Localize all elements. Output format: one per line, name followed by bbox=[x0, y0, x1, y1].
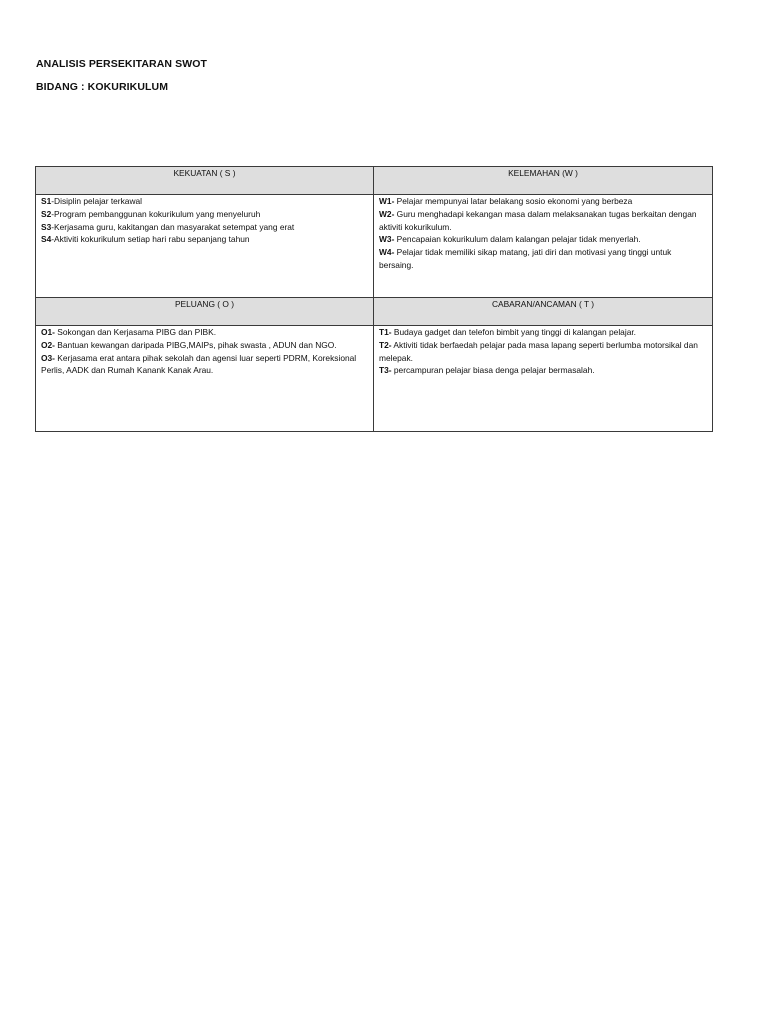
strengths-header: KEKUATAN ( S ) bbox=[36, 167, 374, 195]
document-title: ANALISIS PERSEKITARAN SWOT bbox=[36, 58, 207, 70]
opportunity-item: O2- Bantuan kewangan daripada PIBG,MAIPs, pihak swasta , ADUN dan NGO. bbox=[41, 339, 337, 350]
weaknesses-header: KELEMAHAN (W ) bbox=[374, 167, 713, 195]
swot-table bbox=[35, 166, 713, 432]
strength-item: S4-Aktiviti kokurikulum setiap hari rabu sepanjang tahun bbox=[41, 234, 250, 245]
threats-cell bbox=[374, 326, 713, 432]
opportunity-item: O1- Sokongan dan Kerjasama PIBG dan PIBK. bbox=[41, 327, 217, 337]
threat-item: T2- Aktiviti tidak berfaedah pelajar pada masa lapang seperti berlumba motorsikal dan melepak. bbox=[379, 339, 698, 363]
opportunity-item: O3- Kerjasama erat antara pihak sekolah dan agensi luar seperti PDRM, Koreksional Perlis, AADK dan Rumah Kanank Kanak Arau. bbox=[41, 352, 357, 376]
strength-item: S2-Program pembanggunan kokurikulum yang menyeluruh bbox=[41, 208, 261, 219]
weakness-item: W2- Guru menghadapi kekangan masa dalam melaksanakan tugas berkaitan dengan aktiviti kokurikulum. bbox=[379, 208, 697, 232]
swot-header-row-sw bbox=[36, 167, 713, 195]
strength-item: S1-Disiplin pelajar terkawal bbox=[41, 196, 143, 206]
strength-item: S3-Kerjasama guru, kakitangan dan masyarakat setempat yang erat bbox=[41, 221, 295, 232]
opportunities-cell bbox=[36, 326, 374, 432]
swot-content-row-ot bbox=[36, 326, 713, 432]
weaknesses-cell bbox=[374, 195, 713, 298]
swot-header-row-ot bbox=[36, 298, 713, 326]
document-subtitle: BIDANG : KOKURIKULUM bbox=[36, 81, 169, 93]
swot-content-row-sw bbox=[36, 195, 713, 298]
weakness-item: W1- Pelajar mempunyai latar belakang sosio ekonomi yang berbeza bbox=[379, 196, 633, 206]
threat-item: T1- Budaya gadget dan telefon bimbit yang tinggi di kalangan pelajar. bbox=[379, 327, 637, 337]
opportunities-header: PELUANG ( O ) bbox=[36, 298, 374, 326]
strengths-cell bbox=[36, 195, 374, 298]
threats-header: CABARAN/ANCAMAN ( T ) bbox=[374, 298, 713, 326]
weakness-item: W4- Pelajar tidak memiliki sikap matang, jati diri dan motivasi yang tinggi untuk bersaing. bbox=[379, 247, 672, 270]
threat-item: T3- percampuran pelajar biasa denga pelajar bermasalah. bbox=[379, 365, 595, 376]
weakness-item: W3- Pencapaian kokurikulum dalam kalangan pelajar tidak menyerlah. bbox=[379, 234, 641, 245]
